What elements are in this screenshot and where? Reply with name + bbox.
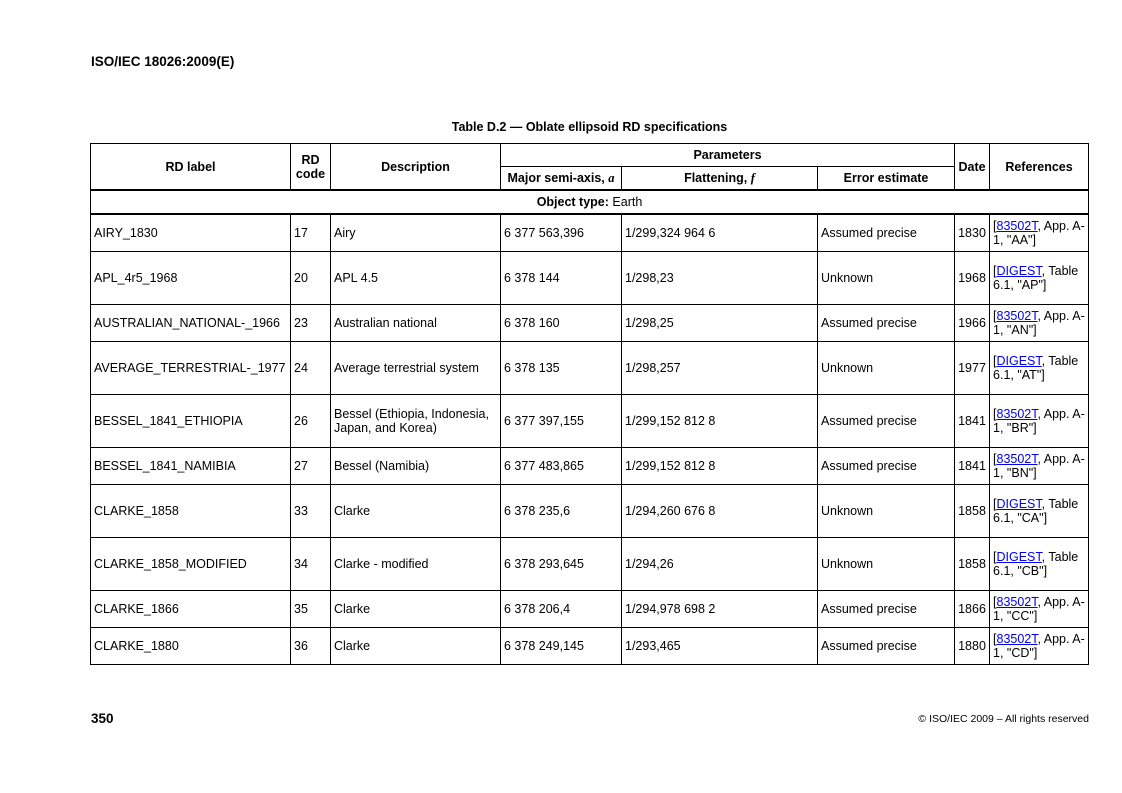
header-rd-label: RD label [91, 144, 291, 191]
rd-code-cell: 34 [291, 537, 331, 590]
reference-link[interactable]: 83502T [996, 406, 1038, 421]
references-cell [990, 447, 1089, 484]
date-cell: 1858 [955, 537, 990, 590]
object-type-value: Earth [612, 195, 643, 209]
flattening-cell: 1/298,257 [622, 341, 818, 394]
reference-link[interactable]: 83502T [996, 218, 1038, 233]
reference-link[interactable]: 83502T [996, 594, 1038, 609]
reference-link[interactable]: DIGEST [996, 353, 1042, 368]
flattening-cell: 1/298,25 [622, 304, 818, 341]
reference-prefix: [ [993, 218, 997, 233]
table-row [91, 590, 1089, 627]
major-semi-axis-cell: 6 377 483,865 [501, 447, 622, 484]
references-cell [990, 304, 1089, 341]
reference-suffix: , Table 6.1, "CB"] [993, 549, 1079, 578]
date-cell: 1966 [955, 304, 990, 341]
reference-suffix: , App. A-1, "CD"] [993, 631, 1085, 660]
major-semi-axis-cell: 6 377 563,396 [501, 214, 622, 251]
page-number: 350 [91, 711, 114, 726]
oblate-ellipsoid-table [90, 143, 1089, 665]
date-cell: 1858 [955, 484, 990, 537]
flattening-cell: 1/299,324 964 6 [622, 214, 818, 251]
rd-code-cell: 36 [291, 627, 331, 664]
reference-prefix: [ [993, 406, 997, 421]
rd-label-cell: AUSTRALIAN_NATIONAL-_1966 [91, 304, 291, 341]
references-cell [990, 590, 1089, 627]
reference-link[interactable]: 83502T [996, 308, 1038, 323]
date-cell: 1830 [955, 214, 990, 251]
reference-suffix: , App. A-1, "AN"] [993, 308, 1085, 337]
rd-code-cell: 17 [291, 214, 331, 251]
description-cell: Clarke [331, 627, 501, 664]
reference-prefix: [ [993, 263, 997, 278]
description-cell: Clarke - modified [331, 537, 501, 590]
header-description: Description [331, 144, 501, 191]
major-semi-axis-cell: 6 377 397,155 [501, 394, 622, 447]
major-semi-axis-cell: 6 378 135 [501, 341, 622, 394]
description-cell: Clarke [331, 590, 501, 627]
rd-code-cell: 35 [291, 590, 331, 627]
header-parameters: Parameters [501, 144, 955, 167]
reference-prefix: [ [993, 496, 997, 511]
reference-prefix: [ [993, 594, 997, 609]
rd-code-cell: 23 [291, 304, 331, 341]
rd-code-cell: 24 [291, 341, 331, 394]
table-row [91, 484, 1089, 537]
header-date: Date [955, 144, 990, 191]
copyright-notice: © ISO/IEC 2009 – All rights reserved [918, 713, 1089, 725]
description-cell: Bessel (Ethiopia, Indonesia, Japan, and Korea) [331, 394, 501, 447]
error-estimate-cell: Unknown [818, 484, 955, 537]
description-cell: Average terrestrial system [331, 341, 501, 394]
flattening-cell: 1/294,978 698 2 [622, 590, 818, 627]
reference-link[interactable]: DIGEST [996, 263, 1042, 278]
reference-prefix: [ [993, 353, 997, 368]
flattening-cell: 1/294,26 [622, 537, 818, 590]
header-flattening-text: Flattening, [684, 171, 748, 185]
object-type-cell [91, 190, 1089, 214]
reference-suffix: , App. A-1, "AA"] [993, 218, 1085, 247]
major-semi-axis-cell: 6 378 249,145 [501, 627, 622, 664]
header-error-estimate: Error estimate [818, 167, 955, 191]
date-cell: 1880 [955, 627, 990, 664]
reference-suffix: , Table 6.1, "AP"] [993, 263, 1079, 292]
header-flattening-var: f [750, 171, 755, 185]
table-row [91, 304, 1089, 341]
reference-link[interactable]: DIGEST [996, 549, 1042, 564]
header-major-semi-axis-var: a [608, 171, 615, 185]
references-cell [990, 251, 1089, 304]
error-estimate-cell: Unknown [818, 341, 955, 394]
major-semi-axis-cell: 6 378 160 [501, 304, 622, 341]
reference-prefix: [ [993, 549, 997, 564]
error-estimate-cell: Assumed precise [818, 214, 955, 251]
reference-prefix: [ [993, 451, 997, 466]
reference-prefix: [ [993, 631, 997, 646]
rd-label-cell: CLARKE_1858 [91, 484, 291, 537]
date-cell: 1841 [955, 447, 990, 484]
rd-label-cell: CLARKE_1866 [91, 590, 291, 627]
flattening-cell: 1/294,260 676 8 [622, 484, 818, 537]
header-rd-code-line1: RD [301, 152, 320, 167]
references-cell [990, 341, 1089, 394]
rd-label-cell: AIRY_1830 [91, 214, 291, 251]
error-estimate-cell: Assumed precise [818, 590, 955, 627]
date-cell: 1968 [955, 251, 990, 304]
error-estimate-cell: Unknown [818, 251, 955, 304]
date-cell: 1977 [955, 341, 990, 394]
rd-label-cell: AVERAGE_TERRESTRIAL-_1977 [91, 341, 291, 394]
table-row [91, 537, 1089, 590]
reference-suffix: , Table 6.1, "CA"] [993, 496, 1079, 525]
rd-label-cell: BESSEL_1841_ETHIOPIA [91, 394, 291, 447]
reference-link[interactable]: 83502T [996, 451, 1038, 466]
table-row [91, 251, 1089, 304]
description-cell: Clarke [331, 484, 501, 537]
error-estimate-cell: Assumed precise [818, 627, 955, 664]
error-estimate-cell: Assumed precise [818, 394, 955, 447]
reference-link[interactable]: DIGEST [996, 496, 1042, 511]
table-caption: Table D.2 — Oblate ellipsoid RD specifications [451, 120, 728, 134]
flattening-cell: 1/298,23 [622, 251, 818, 304]
header-major-semi-axis [501, 167, 622, 191]
table-row [91, 341, 1089, 394]
date-cell: 1841 [955, 394, 990, 447]
error-estimate-cell: Assumed precise [818, 304, 955, 341]
major-semi-axis-cell: 6 378 293,645 [501, 537, 622, 590]
object-type-label: Object type: [536, 195, 609, 209]
reference-prefix: [ [993, 308, 997, 323]
table-row [91, 447, 1089, 484]
reference-suffix: , App. A-1, "BN"] [993, 451, 1085, 480]
rd-label-cell: CLARKE_1880 [91, 627, 291, 664]
rd-code-cell: 20 [291, 251, 331, 304]
description-cell: APL 4.5 [331, 251, 501, 304]
rd-code-cell: 26 [291, 394, 331, 447]
reference-suffix: , App. A-1, "BR"] [993, 406, 1085, 435]
date-cell: 1866 [955, 590, 990, 627]
header-rd-code-line2: code [295, 166, 326, 181]
document-id-header: ISO/IEC 18026:2009(E) [91, 54, 235, 69]
references-cell [990, 537, 1089, 590]
references-cell [990, 214, 1089, 251]
flattening-cell: 1/293,465 [622, 627, 818, 664]
references-cell [990, 627, 1089, 664]
description-cell: Airy [331, 214, 501, 251]
rd-label-cell: CLARKE_1858_MODIFIED [91, 537, 291, 590]
rd-code-cell: 27 [291, 447, 331, 484]
reference-suffix: , Table 6.1, "AT"] [993, 353, 1079, 382]
references-cell [990, 484, 1089, 537]
header-rd-code [291, 144, 331, 191]
error-estimate-cell: Assumed precise [818, 447, 955, 484]
reference-suffix: , App. A-1, "CC"] [993, 594, 1085, 623]
table-row [91, 214, 1089, 251]
header-flattening [622, 167, 818, 191]
major-semi-axis-cell: 6 378 206,4 [501, 590, 622, 627]
object-type-row [91, 190, 1089, 214]
flattening-cell: 1/299,152 812 8 [622, 394, 818, 447]
error-estimate-cell: Unknown [818, 537, 955, 590]
table-row [91, 394, 1089, 447]
table-row [91, 627, 1089, 664]
rd-code-cell: 33 [291, 484, 331, 537]
reference-link[interactable]: 83502T [996, 631, 1038, 646]
description-cell: Australian national [331, 304, 501, 341]
header-references: References [990, 144, 1089, 191]
rd-label-cell: APL_4r5_1968 [91, 251, 291, 304]
flattening-cell: 1/299,152 812 8 [622, 447, 818, 484]
rd-label-cell: BESSEL_1841_NAMIBIA [91, 447, 291, 484]
major-semi-axis-cell: 6 378 144 [501, 251, 622, 304]
header-major-semi-axis-text: Major semi-axis, [507, 171, 605, 185]
references-cell [990, 394, 1089, 447]
description-cell: Bessel (Namibia) [331, 447, 501, 484]
major-semi-axis-cell: 6 378 235,6 [501, 484, 622, 537]
